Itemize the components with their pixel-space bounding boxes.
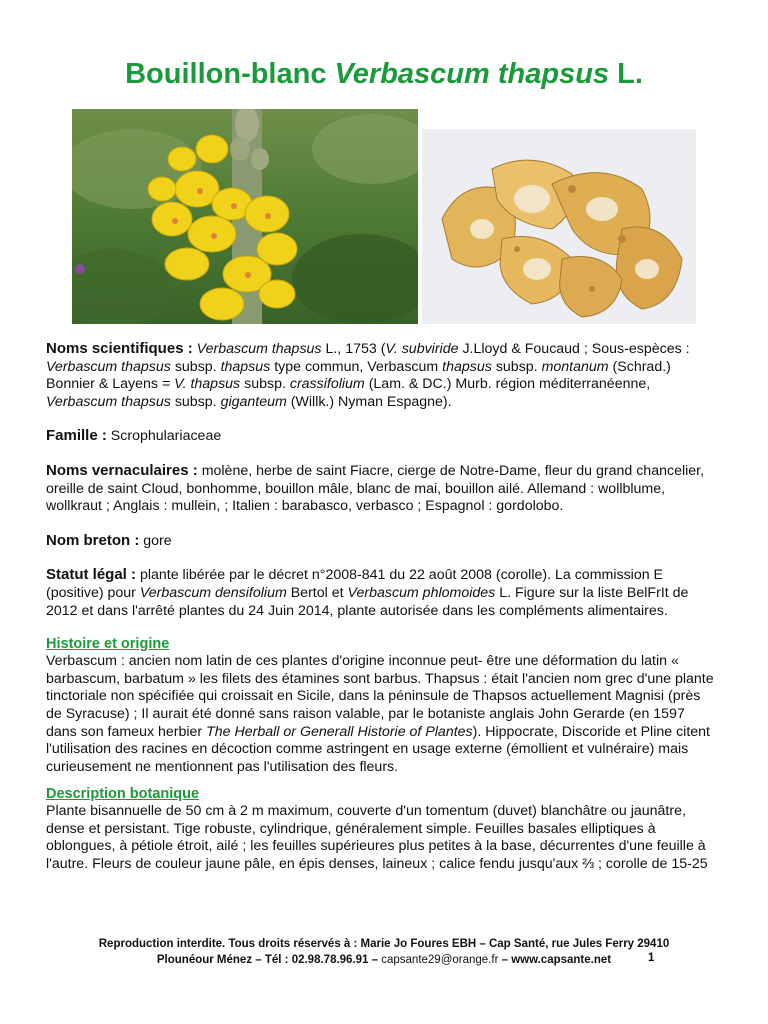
italic-term: The Herball or Generall Historie of Plantes [206, 723, 473, 740]
section-breton-name [46, 532, 718, 551]
label-family: Famille : [46, 427, 107, 445]
section-legal-status [46, 566, 718, 620]
label-scientific-names: Noms scientifiques : [46, 340, 193, 357]
text-run: Verbascum : ancien nom latin de ces plantes d'origine inconnue peut- être une déformation du latin « barbascum, barbatum » les filets des étamines sont barbus. Thapsus : était l'ancien nom grec d'une plante tinctoriale non spécifiée qui croissait en Sicile, dans la péninsule de Thapsos actuellement Magnisi (près de Syracuse) ; Il aurait été donné sans raison valable, par le botaniste anglais John Gerarde (en 1597 dans son fameux herbier [46, 653, 714, 740]
italic-term: crassifolium [289, 376, 365, 393]
text-run: type commun, Verbascum [270, 358, 443, 375]
italic-term: Verbascum thapsus [46, 393, 171, 410]
text-run: Bertol et [286, 584, 348, 601]
italic-term: giganteum [220, 393, 287, 410]
text-run: subsp. [491, 358, 542, 375]
monograph-content [46, 340, 718, 884]
title-common-name: Bouillon-blanc [125, 58, 327, 90]
heading-history: Histoire et origine [46, 636, 170, 653]
label-vernacular-names: Noms vernaculaires : [46, 461, 198, 479]
italic-term: Verbascum thapsus [196, 341, 322, 357]
breton-name-text: gore [139, 532, 172, 549]
title-scientific-name: Verbascum thapsus [334, 58, 610, 90]
italic-term: thapsus [220, 358, 271, 375]
italic-term: Verbascum densifolium [139, 584, 287, 601]
photo-dried-flowers [422, 129, 696, 324]
label-breton-name: Nom breton : [46, 531, 140, 549]
botanical-description-text: Plante bisannuelle de 50 cm à 2 m maximum, couverte d'un tomentum (duvet) blanchâtre ou jaunâtre, dense et persistant. Tige robuste, cylindrique, généralement simple. Feuilles basales elliptiques à oblongues, à pétiole étroit, ailé ; les feuilles supérieures plus petites à la base, décurrentes d'une feuille à l'autre. Fleurs de couleur jaune pâle, en épis denses, laineux ; calice fendu jusqu'aux ⅔ ; corolle de 15-25 [46, 803, 708, 873]
text-run: L. Figure sur la liste BelFrIt de 2012 et dans l'arrêté plantes du 24 Juin 2014, plante autorisée dans les compléments alimentaires. [46, 584, 689, 619]
label-legal-status: Statut légal : [46, 566, 137, 584]
section-vernacular-names [46, 462, 718, 516]
history-text [46, 653, 718, 776]
page-title [0, 58, 768, 91]
italic-term: Verbascum phlomoides [347, 584, 496, 601]
text-run: J.Lloyd & Foucaud ; Sous-espèces : [458, 341, 690, 357]
footer-website-link[interactable]: – www.capsante.net [498, 954, 612, 966]
section-family [46, 427, 718, 446]
text-run: plante libérée par le décret n°2008-841 du 22 août 2008 (corolle). La commission E (positive) pour [46, 567, 664, 601]
section-scientific-names [46, 340, 718, 411]
italic-term: V. thapsus [174, 376, 241, 393]
italic-term: thapsus [442, 358, 492, 375]
vernacular-names-text: molène, herbe de saint Fiacre, cierge de Notre-Dame, fleur du grand chancelier, oreille de saint Cloud, bonhomme, bouillon mâle, blanc de mai, bouillon ailé. Allemand : wollblume, wollkraut ; Anglais : mullein, ; Italien : barabasco, verbasco ; Espagnol : gordolobo. [46, 462, 705, 515]
italic-term: montanum [541, 358, 609, 375]
text-run: (Lam. & DC.) Murb. région méditerranéenne, [364, 376, 651, 393]
heading-botanical-description: Description botanique [46, 786, 200, 803]
italic-term: Verbascum thapsus [46, 358, 171, 375]
legal-status-text [46, 567, 688, 618]
text-run: (Willk.) Nyman Espagne). [286, 393, 452, 410]
text-run: L., 1753 ( [321, 341, 386, 357]
footer-address-phone: Plounéour Ménez – Tél : 02.98.78.96.91 – [156, 954, 382, 966]
italic-term: V. subviride [385, 341, 459, 357]
text-run: subsp. [240, 376, 290, 393]
title-author: L. [617, 58, 643, 90]
footer-copyright: Reproduction interdite. Tous droits réservés à : Marie Jo Foures EBH – Cap Santé, rue Jules Ferry 29410 [98, 938, 670, 950]
text-run: subsp. [170, 358, 221, 375]
photo-flowering-spike [72, 109, 418, 324]
text-run: (Schrad.) Bonnier & Layens = [46, 358, 671, 393]
footer-email-link[interactable]: capsante29@orange.fr [381, 954, 499, 966]
text-run: subsp. [170, 393, 221, 410]
family-text: Scrophulariaceae [106, 428, 222, 445]
page-number: 1 [648, 952, 655, 964]
text-run: ). Hippocrate, Discoride et Pline citent l'utilisation des racines en décoction comme astringent en usage externe (émollient et vulnéraire) mais curieusement ne mentionnent pas l'utilisation des fleurs. [46, 723, 710, 775]
